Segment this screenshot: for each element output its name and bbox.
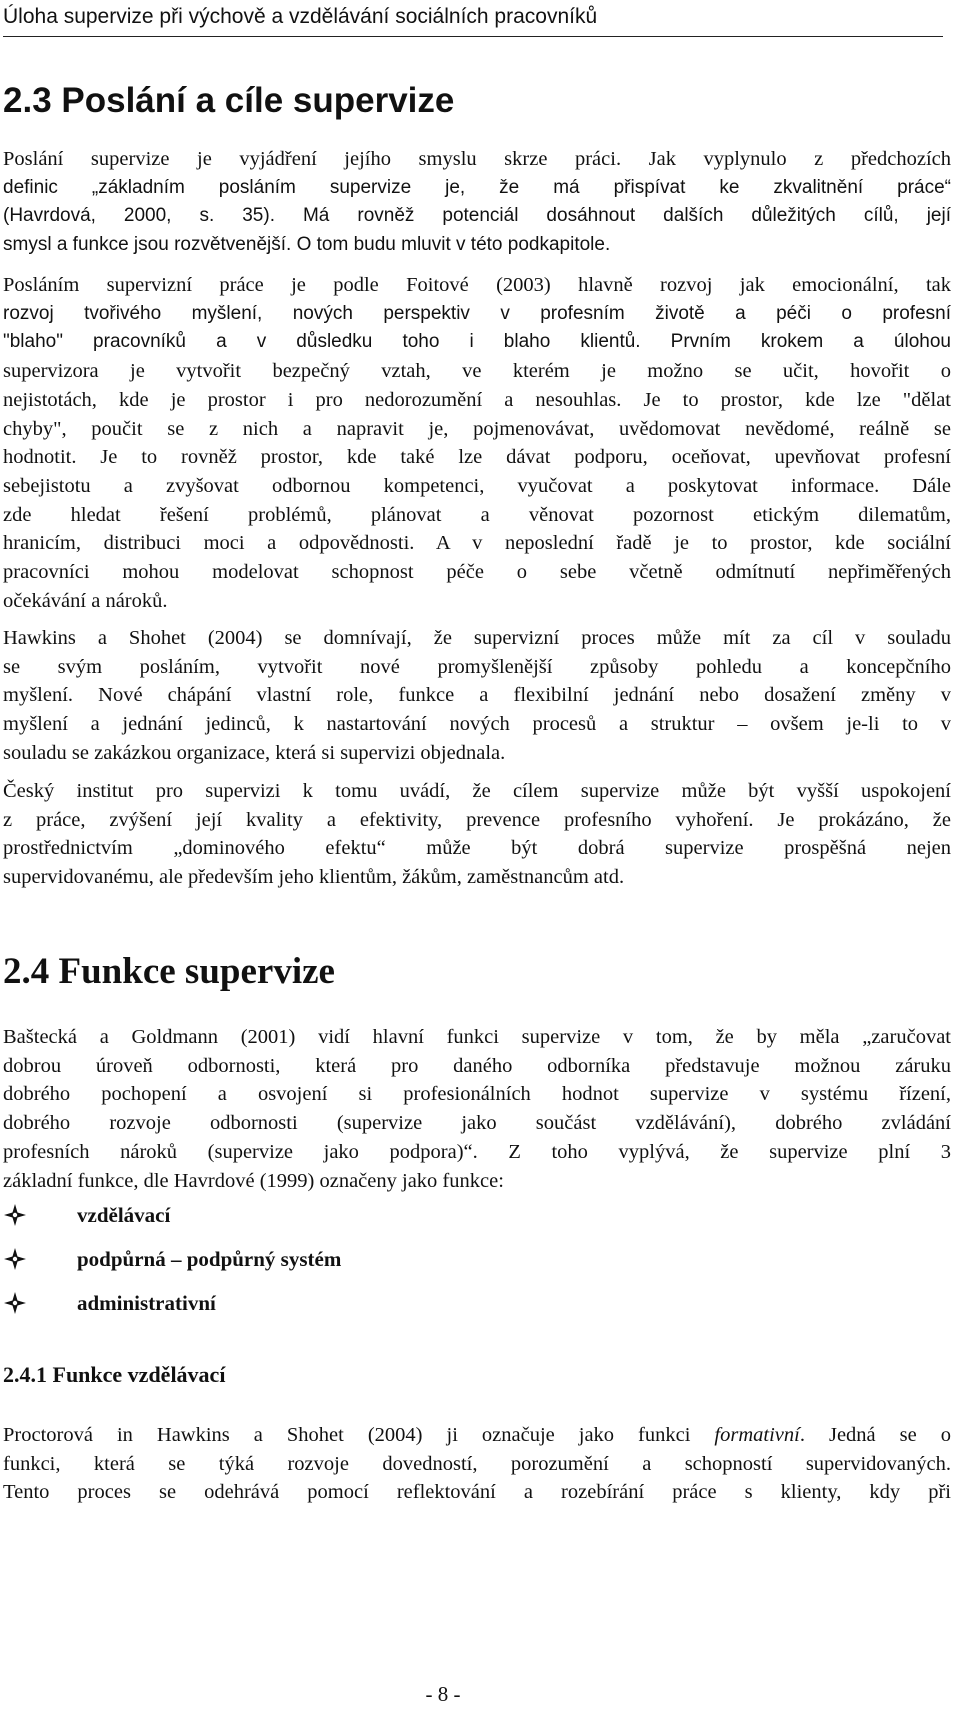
running-header: Úloha supervize při výchově a vzdělávání sociálních pracovníků	[3, 4, 943, 37]
text-line: (Havrdová, 2000, s. 35). Má rovněž potenciál dosáhnout dalších důležitých cílů, její	[3, 205, 951, 227]
text-line: supervizora je vytvořit bezpečný vztah, ve kterém je možno se učit, hovořit o	[3, 360, 951, 383]
list-item-label: vzdělávací	[77, 1203, 171, 1227]
text-line: zde hledat řešení problémů, plánovat a věnovat pozornost etickým dilematům,	[3, 503, 951, 526]
text-line: nejistotách, kde je prostor i pro nedorozumění a nesouhlas. Je to prostor, kde lze "dělat	[3, 388, 951, 411]
text-line: funkci, která se týká rozvoje dovedností, porozumění a schopností supervidovaných.	[3, 1452, 951, 1475]
heading-2-4-1: 2.4.1 Funkce vzdělávací	[3, 1362, 226, 1387]
text-line: chyby", poučit se z nich a napravit je, pojmenovávat, uvědomovat nevědomé, reálně se	[3, 417, 951, 440]
text-line: Hawkins a Shohet (2004) se domnívají, že supervizní proces může mít za cíl v souladu	[3, 627, 951, 649]
text-line	[3, 1421, 951, 1450]
diamond-bullet-icon	[3, 1203, 27, 1227]
paragraph-2-3-2	[3, 271, 951, 615]
text-line: dobrého rozvoje odbornosti (supervize jako součást vzdělávání), dobrého zvládání	[3, 1112, 951, 1135]
paragraph-2-3-1	[3, 145, 951, 260]
text-line: Posláním supervizní práce je podle Foitové (2003) hlavně rozvoj jak emocionální, tak	[3, 274, 951, 296]
text-line: se svým posláním, vytvořit nové promyšlenější způsoby pohledu a koncepčního	[3, 655, 951, 678]
text-line: hranicím, distribuci moci a odpovědnosti. A v neposlední řadě je to prostor, kde sociální	[3, 532, 951, 555]
paragraph-2-3-4	[3, 777, 951, 892]
text-line: pracovníci mohou modelovat schopnost péče o sebe včetně odmítnutí nepřiměřených	[3, 561, 951, 584]
text-line: dobrou úroveň odbornosti, která pro daného odborníka představuje možnou záruku	[3, 1054, 951, 1077]
paragraph-2-4-1	[3, 1023, 951, 1195]
text-run: Proctorová in Hawkins a Shohet (2004) ji označuje jako funkci	[3, 1424, 715, 1446]
list-item	[3, 1244, 603, 1288]
text-line: sebejistotu a zvyšovat odbornou kompetenci, vyučovat a poskytovat informace. Dále	[3, 474, 951, 497]
text-line: souladu se zakázkou organizace, která si supervizi objednala.	[3, 741, 506, 764]
function-list	[3, 1200, 603, 1332]
text-line: Baštecká a Goldmann (2001) vidí hlavní funkci supervize v tom, že by měla „zaručovat	[3, 1026, 951, 1048]
page-number: - 8 -	[425, 1682, 461, 1706]
text-line: prostřednictvím „dominového efektu“ může být dobrá supervize prospěšná nejen	[3, 837, 951, 860]
text-line: Tento proces se odehrává pomocí reflektování a rozebírání práce s klienty, kdy při	[3, 1481, 951, 1504]
text-line: profesních nároků (supervize jako podpora)“. Z toho vyplývá, že supervize plní 3	[3, 1140, 951, 1163]
list-item-label: podpůrná – podpůrný systém	[77, 1247, 342, 1271]
heading-2-3: 2.3 Poslání a cíle supervize	[3, 81, 455, 120]
text-line: definic „základním posláním supervize je, že má přispívat ke zkvalitnění práce“	[3, 176, 951, 198]
text-line: z práce, zvýšení její kvality a efektivity, prevence profesního vyhoření. Je prokázáno, že	[3, 808, 951, 831]
emphasis-formativni: formativní	[714, 1424, 800, 1446]
list-item	[3, 1288, 603, 1332]
text-line: základní funkce, dle Havrdové (1999) označeny jako funkce:	[3, 1169, 504, 1192]
list-item-label: administrativní	[77, 1291, 216, 1315]
text-line: smysl a funkce jsou rozvětvenější. O tom budu mluvit v této podkapitole.	[3, 234, 611, 256]
heading-2-4: 2.4 Funkce supervize	[3, 951, 335, 992]
text-line: Poslání supervize je vyjádření jejího smyslu skrze práci. Jak vyplynulo z předchozích	[3, 148, 951, 170]
paragraph-2-4-1-1	[3, 1421, 951, 1507]
text-line: rozvoj tvořivého myšlení, nových perspektiv v profesním životě a péči o profesní	[3, 302, 951, 324]
text-run: . Jedná se o	[799, 1424, 951, 1446]
text-line: hodnotit. Je to rovněž prostor, kde také lze dávat podporu, oceňovat, upevňovat profesní	[3, 446, 951, 469]
paragraph-2-3-3	[3, 624, 951, 768]
text-line: myšlení. Nové chápání vlastní role, funkce a flexibilní jednání nebo dosažení změny v	[3, 684, 951, 707]
text-line: Český institut pro supervizi k tomu uvádí, že cílem supervize může být vyšší uspokojení	[3, 780, 951, 802]
text-line: dobrého pochopení a osvojení si profesionálních hodnot supervize v systému řízení,	[3, 1083, 951, 1106]
diamond-bullet-icon	[3, 1247, 27, 1271]
diamond-bullet-icon	[3, 1291, 27, 1315]
text-line: supervidovanému, ale především jeho klientům, žákům, zaměstnancům atd.	[3, 866, 625, 889]
text-line: myšlení a jednání jedinců, k nastartování nových procesů a struktur – ovšem je-li to v	[3, 713, 951, 736]
text-line: "blaho" pracovníků a v důsledku toho i blaho klientů. Prvním krokem a úlohou	[3, 331, 951, 353]
text-line: očekávání a nároků.	[3, 589, 168, 612]
list-item	[3, 1200, 603, 1244]
